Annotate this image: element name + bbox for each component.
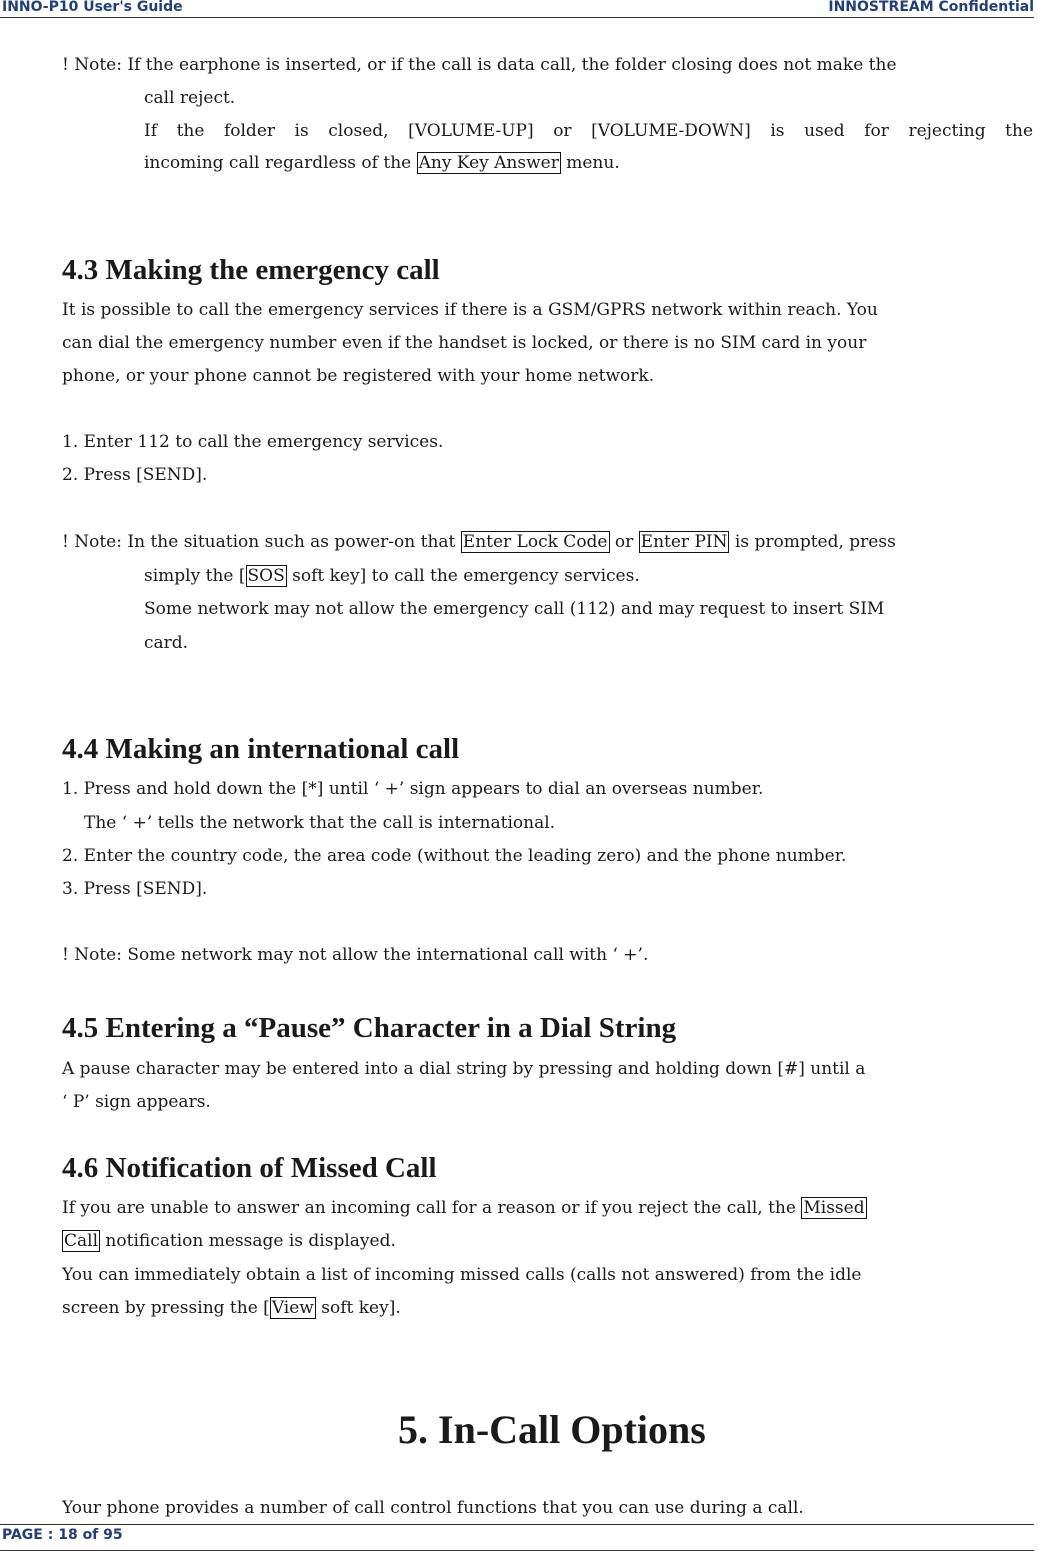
- s5-p1: Your phone provides a number of call control functions that you can use during a call.: [62, 1498, 804, 1518]
- note-label: ! Note: [62, 532, 117, 552]
- s46-line1: If you are unable to answer an incoming call for a reason or if you reject the call, the Missed: [62, 1198, 865, 1218]
- s46-line2: Call notification message is displayed.: [64, 1231, 396, 1251]
- s46-line4: screen by pressing the [ View soft key].: [62, 1298, 401, 1318]
- volume-down-key: VOLUME-DOWN: [597, 121, 745, 141]
- volume-up-key: VOLUME-UP: [414, 121, 527, 141]
- chapter-5-title: 5. In-Call Options: [398, 1407, 706, 1452]
- note1-line1: ! Note: If the earphone is inserted, or if the call is data call, the folder closing does not make the: [62, 55, 897, 75]
- section-4-6-title: 4.6 Notification of Missed Call: [62, 1152, 437, 1184]
- header-confidential: INNOSTREAM Confidential: [828, 0, 1034, 15]
- emergency-number: 112: [137, 432, 170, 452]
- s45-line2: ‘ P’ sign appears.: [62, 1092, 211, 1112]
- section-4-4-title: 4.4 Making an international call: [62, 733, 460, 765]
- s45-line1: A pause character may be entered into a dial string by pressing and holding down [#] until a: [62, 1059, 866, 1079]
- note1-line2: call reject.: [144, 88, 236, 108]
- s43-p3: phone, or your phone cannot be registered with your home network.: [62, 366, 655, 386]
- send-key: SEND: [142, 465, 196, 485]
- note-label: ! Note: [62, 945, 117, 965]
- any-key-answer-menu: Any Key Answer: [418, 153, 559, 173]
- section-4-5-title: 4.5 Entering a “Pause” Character in a Dial String: [62, 1012, 677, 1044]
- s44-step1-cont: The ‘ +’ tells the network that the call is international.: [84, 813, 556, 833]
- s44-step3: 3. Press [SEND].: [62, 879, 208, 899]
- s43-p2: can dial the emergency number even if the handset is locked, or there is no SIM card in your: [62, 333, 867, 353]
- sos-soft-key: SOS: [247, 566, 285, 586]
- enter-pin-prompt: Enter PIN: [640, 532, 728, 552]
- s43-note-line4: card.: [144, 633, 189, 653]
- enter-lock-code-prompt: Enter Lock Code: [462, 532, 608, 552]
- view-soft-key: View: [271, 1298, 314, 1318]
- s44-step1: 1. Press and hold down the [*] until ‘ +’ sign appears to dial an overseas number.: [62, 779, 764, 799]
- s43-step1: 1. Enter 112 to call the emergency services.: [62, 432, 444, 452]
- s46-line3: You can immediately obtain a list of incoming missed calls (calls not answered) from the idle: [62, 1265, 862, 1285]
- s44-step2: 2. Enter the country code, the area code (without the leading zero) and the phone number.: [62, 846, 847, 866]
- note-label: ! Note: [62, 55, 117, 75]
- header-doc-title: INNO-P10 User's Guide: [2, 0, 183, 15]
- s43-note-line3: Some network may not allow the emergency call (112) and may request to insert SIM: [144, 599, 885, 619]
- note1-line4: incoming call regardless of the Any Key Answer menu.: [144, 153, 620, 173]
- missed-call-message-part2: Call: [64, 1231, 99, 1251]
- page-number: PAGE : 18 of 95: [2, 1527, 123, 1543]
- s44-note: ! Note: Some network may not allow the international call with ‘ +’.: [62, 945, 649, 965]
- s43-p1: It is possible to call the emergency services if there is a GSM/GPRS network within reach. You: [62, 300, 878, 320]
- send-key: SEND: [142, 879, 196, 899]
- section-4-3-title: 4.3 Making the emergency call: [62, 254, 440, 286]
- note1-line3: If the folder is closed, [VOLUME-UP] or [VOLUME-DOWN] is used for rejecting the: [144, 121, 1033, 141]
- s43-note-line2: simply the [ SOS soft key] to call the emergency services.: [144, 566, 640, 586]
- s43-step2: 2. Press [SEND].: [62, 465, 208, 485]
- s43-note-line1: ! Note: In the situation such as power-on that Enter Lock Code or Enter PIN is prompted, press: [62, 532, 896, 552]
- missed-call-message-part1: Missed: [803, 1198, 865, 1218]
- page-footer: [0, 1524, 1034, 1551]
- page-header: [0, 0, 1034, 18]
